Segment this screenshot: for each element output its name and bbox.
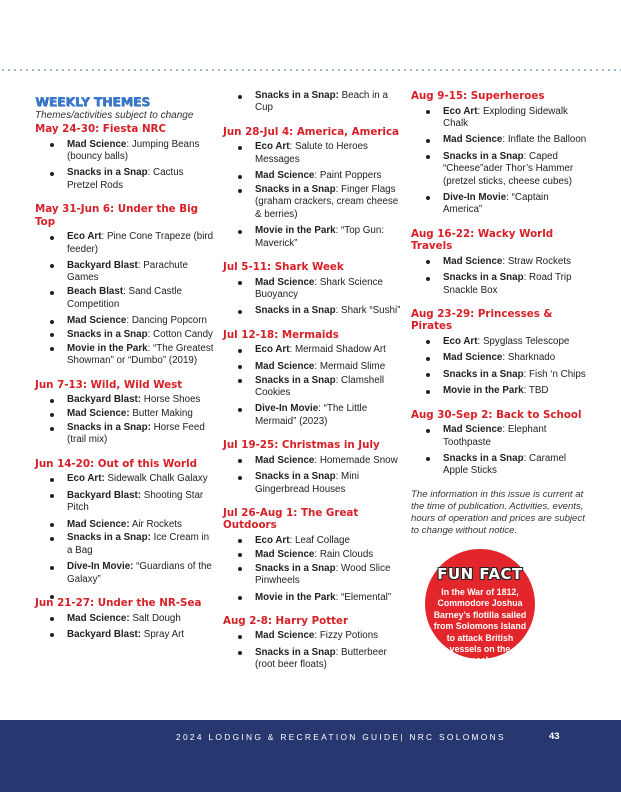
column-left	[35, 90, 215, 652]
footer-bar	[0, 720, 621, 792]
activity-item	[443, 352, 589, 364]
activity-label: Snacks in a Snap	[443, 368, 524, 380]
activity-label: Backyard Blast:	[67, 489, 142, 501]
activity-item	[443, 256, 589, 268]
activity-label: Dive-In Movie:	[67, 561, 134, 573]
activity-text: Exploding Sidewalk Chalk	[443, 105, 568, 129]
activity-label: Snacks in a Snap	[443, 452, 524, 464]
activity-list	[223, 141, 403, 250]
activity-list	[35, 394, 215, 447]
activity-text: Sidewalk Chalk Galaxy	[107, 473, 208, 485]
disclaimer-note: The information in this issue is current at the time of publication. Activities, events, hours of operation and prices are subject to change without notice.	[411, 488, 585, 537]
activity-list	[411, 256, 589, 297]
activity-text: “The Greatest Showman” or “Dumbo” (2019)	[67, 342, 214, 367]
activity-text: Mermaid Shadow Art	[294, 344, 386, 356]
activity-item	[255, 225, 403, 250]
activity-item	[255, 90, 403, 115]
weekly-themes-heading: WEEKLY THEMES	[35, 94, 150, 109]
week-heading: Aug 2-8: Harry Potter	[223, 614, 349, 627]
activity-separator: :	[314, 170, 320, 182]
activity-label: Snacks in a Snap	[255, 646, 336, 658]
activity-text: Air Rockets	[131, 518, 182, 530]
activity-label: Eco Art:	[67, 473, 105, 485]
activity-text: Mermaid Slime	[319, 360, 386, 372]
activity-item	[67, 139, 215, 164]
activity-text: Ice Cream in a Bag	[67, 532, 210, 556]
activity-separator: :	[502, 255, 508, 267]
activity-text: “Guardians of the Galaxy”	[67, 561, 212, 585]
activity-text: Mini Gingerbread Houses	[255, 471, 360, 495]
activity-item	[255, 184, 403, 221]
activity-separator: :	[335, 305, 342, 317]
activity-text: Inflate the Balloon	[507, 134, 587, 146]
activity-text: Parachute Games	[67, 259, 188, 284]
activity-label: Eco Art	[255, 534, 290, 546]
activity-text: Road Trip Snackle Box	[443, 272, 572, 296]
activity-list	[35, 473, 215, 586]
activity-label: Snacks in a Snap	[443, 272, 524, 284]
activity-separator: :	[523, 150, 530, 162]
activity-item	[255, 403, 403, 428]
activity-label: Mad Science	[443, 255, 503, 267]
activity-separator: :	[502, 424, 508, 436]
activity-item	[255, 549, 403, 561]
week-heading: Jun 14-20: Out of this World	[35, 457, 197, 470]
activity-separator: :	[335, 591, 342, 603]
activity-separator: :	[335, 225, 342, 237]
activity-text: Fizzy Potions	[319, 630, 379, 642]
activity-label: Dive-In Movie	[255, 403, 319, 415]
fun-fact-text: In the War of 1812, Commodore Joshua Barney’s flotilla sailed from Solomons Island to attack British vessels on the Chesapeake Bay.	[433, 587, 527, 666]
activity-separator: :	[126, 138, 132, 150]
activity-list	[223, 277, 403, 318]
activity-separator: :	[335, 471, 342, 483]
activity-label: Snacks in a Snap	[67, 167, 148, 179]
activity-separator: :	[126, 315, 132, 327]
activity-label: Backyard Blast:	[67, 394, 142, 406]
activity-label: Mad Science	[255, 360, 315, 372]
activity-text: Wood Slice Pinwheels	[255, 562, 391, 587]
activity-label: Mad Science	[443, 424, 503, 436]
dotted-divider	[0, 69, 621, 71]
activity-label: Mad Science:	[67, 612, 130, 624]
activity-label: Eco Art	[443, 335, 478, 347]
activity-label: Mad Science	[255, 548, 315, 560]
activity-separator: :	[502, 134, 508, 146]
activity-item	[67, 561, 215, 586]
activity-text: Rain Clouds	[319, 548, 374, 560]
activity-text: Fish ‘n Chips	[529, 368, 586, 380]
week-heading: Aug 30-Sep 2: Back to School	[411, 408, 582, 421]
activity-separator: :	[335, 562, 342, 574]
activity-separator: :	[123, 286, 129, 298]
activity-label: Mad Science	[255, 454, 315, 466]
activity-text: Sharknado	[507, 352, 556, 364]
activity-item	[67, 231, 215, 256]
activity-separator: :	[318, 403, 324, 415]
activity-item	[443, 151, 589, 188]
activity-item	[67, 315, 215, 327]
activity-label: Snacks in a Snap	[255, 471, 336, 483]
activity-item	[255, 141, 403, 166]
activity-label: Backyard Blast	[67, 259, 138, 271]
activity-separator: :	[314, 630, 320, 642]
activity-text: “Top Gun: Maverick”	[255, 225, 385, 249]
activity-list	[35, 231, 215, 368]
activity-text: Caramel Apple Sticks	[443, 452, 567, 477]
activity-separator: :	[523, 272, 530, 284]
activity-label: Mad Science	[255, 170, 315, 182]
activity-item	[255, 344, 403, 356]
activity-list	[223, 535, 403, 604]
activity-item	[67, 490, 215, 515]
activity-text: Salt Dough	[132, 612, 181, 624]
activity-separator: :	[335, 646, 342, 658]
activity-item	[443, 424, 589, 449]
activity-list	[35, 613, 215, 642]
activity-item	[255, 305, 403, 317]
activity-text: Pine Cone Trapeze (bird feeder)	[67, 231, 214, 255]
activity-label: Snacks in a Snap:	[255, 90, 339, 101]
activity-list	[35, 139, 215, 193]
week-heading: Jul 5-11: Shark Week	[223, 261, 344, 274]
activity-separator: :	[147, 328, 154, 340]
activity-label: Mad Science:	[67, 518, 130, 530]
activity-separator: :	[137, 259, 144, 271]
activity-separator: :	[502, 352, 508, 364]
activity-list	[223, 630, 403, 671]
sections-middle	[223, 90, 403, 672]
activity-label: Movie in the Park	[255, 591, 336, 603]
activity-separator: :	[335, 374, 342, 386]
subject-to-change-note: Themes/activities subject to change	[35, 110, 194, 121]
activity-separator: :	[506, 191, 512, 203]
week-heading: Jun 21-27: Under the NR-Sea	[35, 597, 202, 610]
activity-item	[443, 369, 589, 381]
activity-list	[223, 455, 403, 496]
activity-separator: :	[289, 141, 295, 153]
activity-text: Clamshell Cookies	[255, 374, 385, 398]
activity-separator: :	[335, 184, 342, 196]
activity-label: Snacks in a Snap	[67, 328, 148, 340]
activity-text: “Captain America”	[443, 191, 549, 216]
activity-item	[67, 286, 215, 311]
column-middle	[223, 90, 403, 683]
activity-text: Cotton Candy	[153, 328, 213, 340]
activity-item	[255, 375, 403, 400]
activity-separator: :	[289, 344, 295, 356]
activity-item	[255, 630, 403, 642]
activity-label: Mad Science	[443, 352, 503, 364]
activity-list	[223, 90, 403, 115]
activity-item	[67, 422, 215, 447]
activity-text: TBD	[528, 385, 549, 397]
activity-label: Mad Science:	[67, 408, 130, 420]
activity-separator: :	[523, 368, 530, 380]
week-heading: Aug 23-29: Princesses & Pirates	[411, 307, 553, 333]
activity-label: Mad Science	[67, 138, 127, 150]
activity-item	[443, 385, 589, 397]
activity-label: Movie in the Park	[67, 342, 148, 354]
activity-text: Shooting Star Pitch	[67, 489, 204, 514]
activity-label: Snacks in a Snap	[255, 374, 336, 386]
activity-text: Shark “Sushi”	[341, 305, 401, 317]
week-heading: Jul 12-18: Mermaids	[223, 328, 339, 341]
activity-item	[67, 473, 215, 485]
activity-item	[443, 134, 589, 146]
week-heading: Aug 16-22: Wacky World Travels	[411, 227, 554, 253]
activity-text: Beach in a Cup	[255, 90, 388, 114]
week-heading: May 31-Jun 6: Under the Big Top	[35, 203, 199, 228]
activity-label: Snacks in a Snap	[443, 150, 524, 162]
activity-label: Mad Science	[255, 276, 315, 288]
activity-label: Eco Art	[67, 231, 102, 243]
activity-item	[443, 272, 589, 297]
activity-label: Dive-In Movie	[443, 191, 507, 203]
activity-text: Elephant Toothpaste	[443, 424, 547, 448]
activity-text: Straw Rockets	[507, 255, 571, 267]
activity-text: Homemade Snow	[319, 454, 398, 466]
activity-text: Spyglass Telescope	[482, 335, 570, 347]
fun-fact-badge	[425, 549, 535, 666]
page-number: 43	[549, 731, 560, 742]
week-heading: Jun 28-Jul 4: America, America	[223, 125, 400, 138]
activity-item	[67, 408, 215, 420]
activity-item	[255, 592, 403, 604]
activity-item	[67, 260, 215, 285]
activity-item	[443, 192, 589, 217]
activity-label: Snacks in a Snap	[255, 184, 336, 196]
activity-separator: :	[523, 385, 529, 397]
activity-label: Snacks in a Snap:	[67, 532, 151, 544]
activity-item	[255, 563, 403, 588]
activity-label: Mad Science	[443, 134, 503, 146]
activity-text: Butterbeer (root beer floats)	[255, 646, 387, 671]
activity-item	[443, 106, 589, 131]
activity-text: “Elemental”	[341, 591, 392, 603]
footer-guide-title: 2024 LODGING & RECREATION GUIDE| NRC SOLOMONS	[176, 732, 506, 742]
activity-separator: :	[147, 342, 154, 354]
activity-text: Jumping Beans (bouncy balls)	[67, 138, 200, 162]
activity-text: Horse Shoes	[143, 394, 201, 406]
activity-item	[255, 647, 403, 672]
activity-item	[67, 532, 215, 557]
activity-text: Dancing Popcorn	[131, 315, 207, 327]
column-right	[411, 90, 589, 538]
activity-label: Mad Science	[255, 630, 315, 642]
activity-separator: :	[477, 335, 483, 347]
activity-label: Snacks in a Snap	[255, 562, 336, 574]
week-heading: May 24-30: Fiesta NRC	[35, 123, 167, 135]
activity-text: Shark Science Buoyancy	[255, 276, 383, 300]
activity-list	[411, 424, 589, 478]
activity-separator: :	[314, 454, 320, 466]
activity-item	[255, 277, 403, 302]
activity-text: Spray Art	[143, 628, 185, 640]
week-heading: Jul 26-Aug 1: The Great Outdoors	[223, 506, 359, 532]
activity-item	[255, 471, 403, 496]
activity-item	[67, 329, 215, 341]
activity-label: Movie in the Park	[443, 385, 524, 397]
activity-separator: :	[147, 167, 154, 179]
activity-item	[255, 170, 403, 182]
activity-item	[67, 167, 215, 192]
activity-label: Beach Blast	[67, 286, 124, 298]
activity-item	[67, 629, 215, 641]
activity-list	[411, 106, 589, 217]
activity-text: Salute to Heroes Messages	[255, 141, 368, 165]
activity-item	[443, 336, 589, 348]
activity-item	[67, 519, 215, 531]
activity-text: Caped “Cheese”ader Thor’s Hammer (pretzel sticks, cheese cubes)	[443, 150, 574, 187]
activity-list	[223, 344, 403, 428]
activity-separator: :	[314, 276, 320, 288]
activity-label: Backyard Blast:	[67, 628, 142, 640]
activity-separator: :	[289, 534, 295, 546]
activity-label: Snacks in a Snap:	[67, 422, 151, 433]
week-heading: Jun 7-13: Wild, Wild West	[35, 378, 183, 391]
fun-fact-title: FUN FACT	[437, 565, 523, 583]
sections-left	[35, 123, 215, 641]
activity-separator: :	[314, 360, 320, 372]
activity-text: Cactus Pretzel Rods	[67, 167, 184, 191]
activity-list	[411, 336, 589, 398]
activity-item	[255, 361, 403, 373]
activity-item	[255, 535, 403, 547]
activity-label: Eco Art	[255, 141, 290, 153]
activity-separator: :	[314, 548, 320, 560]
activity-label: Mad Science	[67, 315, 127, 327]
activity-label: Movie in the Park	[255, 225, 336, 237]
activity-item	[67, 613, 215, 625]
activity-text: Leaf Collage	[294, 534, 350, 546]
sections-right	[411, 90, 589, 478]
activity-label: Snacks in a Snap	[255, 305, 336, 317]
activity-text: Finger Flags (graham crackers, cream cheese & berries)	[255, 184, 399, 220]
activity-text: Paint Poppers	[319, 170, 382, 182]
activity-item	[67, 394, 215, 406]
activity-item	[67, 343, 215, 368]
activity-separator: :	[523, 452, 530, 464]
week-heading: Jul 19-25: Christmas in July	[223, 439, 380, 452]
week-heading: Aug 9-15: Superheroes	[411, 90, 545, 102]
activity-text: Sand Castle Competition	[67, 286, 182, 310]
activity-separator: :	[101, 231, 107, 243]
activity-separator: :	[477, 105, 483, 117]
activity-text: Horse Feed (trail mix)	[67, 422, 205, 446]
activity-item	[255, 455, 403, 467]
activity-item	[443, 453, 589, 478]
activity-text: Butter Making	[132, 408, 193, 420]
activity-text: “The Little Mermaid” (2023)	[255, 403, 368, 427]
activity-label: Eco Art	[443, 105, 478, 117]
activity-label: Eco Art	[255, 344, 290, 356]
